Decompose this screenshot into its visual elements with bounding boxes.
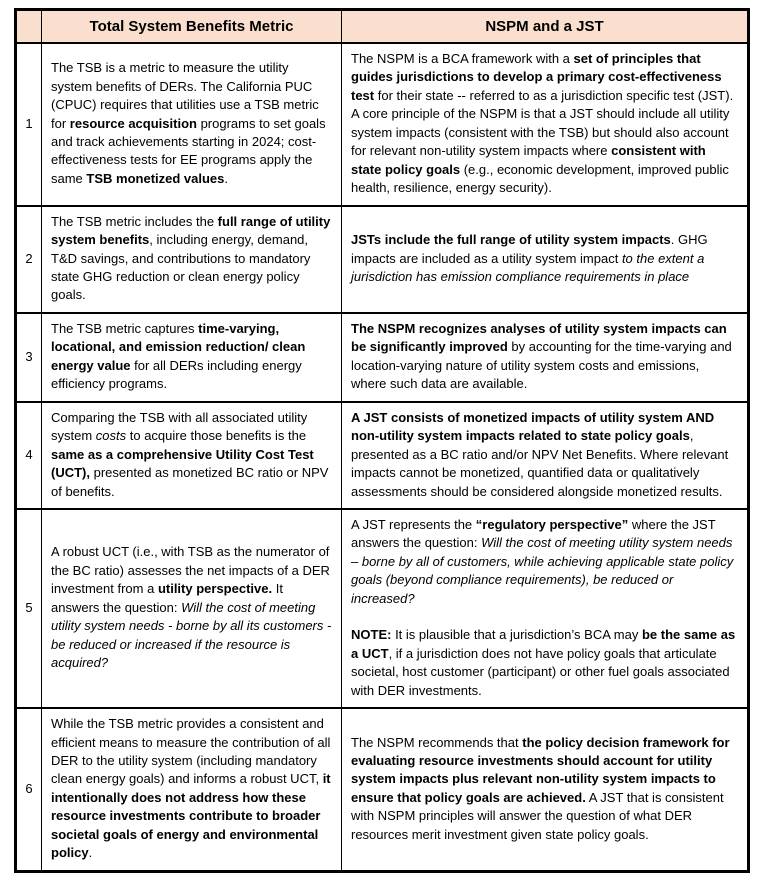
text-run: set of principles that guides jurisdictions to develop a primary cost-effectiveness test <box>351 51 722 103</box>
text-run: for all DERs including energy efficiency programs. <box>51 357 302 392</box>
text-run: It is plausible that a jurisdiction’s BCA may <box>391 627 642 643</box>
row-number: 3 <box>16 313 42 402</box>
text-run: The TSB metric captures <box>51 320 199 336</box>
text-run: the policy decision framework for evaluating resource investments should account for utility system impacts plus relevant non-utility system impacts to ensure that policy goals are achieved. <box>351 734 730 805</box>
text-run: The TSB metric includes the <box>51 213 218 229</box>
text-run: The NSPM recommends that <box>351 734 523 750</box>
text-run: . <box>88 845 93 861</box>
text-run: The TSB is a metric to measure the utility system benefits of DERs. The California PUC (CPUC) requires that utilities use a TSB metric for <box>51 60 319 131</box>
paragraph <box>351 626 738 700</box>
text-run: A JST that is consistent with NSPM principles will answer the question of what DER resources merit investment given state policy goals. <box>351 789 724 842</box>
paragraph <box>351 231 738 286</box>
text-run: TSB monetized values <box>86 170 225 186</box>
text-run: Will the cost of meeting utility system needs – borne by all of customers, while achieving applicable state policy goals (beyond compliance requirements), be reduced or increased? <box>351 535 734 606</box>
row-number: 6 <box>16 708 42 871</box>
tsb-metric-cell <box>42 708 342 871</box>
table-row <box>16 509 749 708</box>
table-row <box>16 43 749 206</box>
nspm-jst-cell <box>342 313 749 402</box>
row-number: 2 <box>16 206 42 313</box>
tsb-metric-cell <box>42 43 342 206</box>
text-run: A JST represents the <box>351 516 476 532</box>
text-run: A JST consists of monetized impacts of utility system AND non-utility system impacts related to state policy goals <box>351 409 715 444</box>
text-run: utility perspective. <box>157 581 273 597</box>
row-number: 4 <box>16 402 42 509</box>
text-run: Comparing the TSB with all associated utility system <box>51 409 308 444</box>
text-run: to the extent a jurisdiction has emission compliance requirements in place <box>351 250 705 284</box>
text-run: for their state -- referred to as a jurisdiction specific test (JST). A core principle of the NSPM is that a JST should include all utility system impacts (consistent with the TSB) but should also account for relevant non-utility system impacts where <box>351 87 734 159</box>
nspm-jst-cell <box>342 402 749 509</box>
text-run: by accounting for the time-varying and location-varying nature of utility system costs and emissions, where such data are available. <box>351 339 732 392</box>
text-run: it intentionally does not address how these resource investments contribute to broader societal goals of energy and environmental policy <box>51 771 331 861</box>
text-run: , if a jurisdiction does not have policy goals that articulate societal, host customer (participant) or other fuel goals associated with DER investments. <box>351 645 730 698</box>
header-number-cell <box>16 10 42 44</box>
paragraph <box>51 409 332 501</box>
text-run: consistent with state policy goals <box>351 143 706 177</box>
paragraph <box>351 50 738 198</box>
header-nspm-jst: NSPM and a JST <box>342 10 749 44</box>
table-row <box>16 206 749 313</box>
text-run: programs to set goals and track achievements starting in 2024; cost-effectiveness tests for EE programs apply the same <box>51 115 326 186</box>
table-row <box>16 313 749 402</box>
text-run: While the TSB metric provides a consistent and efficient means to measure the contribution of all DER to the utility system (including mandatory clean energy goals) and informs a robust UCT, <box>51 716 331 787</box>
row-number: 5 <box>16 509 42 708</box>
text-run: , presented as a BC ratio and/or NPV Net Benefits. Where relevant impacts cannot be monetized, quantified data or qualitatively assessments should be considered alongside monetized results. <box>351 428 729 499</box>
text-run: . <box>224 170 229 186</box>
text-run: to acquire those benefits is the <box>126 428 307 444</box>
header-row <box>16 10 749 44</box>
paragraph <box>51 543 332 672</box>
header-tsb-metric: Total System Benefits Metric <box>42 10 342 44</box>
tsb-metric-cell <box>42 402 342 509</box>
paragraph <box>351 516 738 608</box>
tsb-metric-cell <box>42 509 342 708</box>
tsb-nspm-comparison-table <box>14 8 750 873</box>
text-run: JSTs include the full range of utility system impacts <box>351 232 671 248</box>
nspm-jst-cell <box>342 509 749 708</box>
text-run: same as a comprehensive Utility Cost Test (UCT), <box>51 446 314 481</box>
text-run: Will the cost of meeting utility system needs - borne by all its customers - be reduced or increased if the resource is acquired? <box>51 599 332 671</box>
text-run: time-varying, locational, and emission reduction/ clean energy value <box>51 320 306 373</box>
table-row <box>16 708 749 871</box>
text-run: “regulatory perspective” <box>475 516 629 532</box>
paragraph <box>51 59 332 188</box>
text-run: (e.g., economic development, improved public health, resilience, energy security). <box>351 161 729 196</box>
text-run: , including energy, demand, T&D savings, and contributions to mandatory state GHG reduction or clean energy policy goals. <box>51 232 311 303</box>
text-run: . GHG impacts are included as a utility system impact <box>351 232 708 266</box>
text-run: be the same as a UCT <box>351 627 736 661</box>
text-run: NOTE: <box>351 627 392 643</box>
text-run: presented as monetized BC ratio or NPV of benefits. <box>51 465 329 499</box>
paragraph <box>351 734 738 845</box>
table-body <box>16 43 749 871</box>
nspm-jst-cell <box>342 206 749 313</box>
text-run: costs <box>95 428 127 444</box>
row-number: 1 <box>16 43 42 206</box>
tsb-metric-cell <box>42 313 342 402</box>
paragraph <box>51 213 332 305</box>
tsb-metric-cell <box>42 206 342 313</box>
nspm-jst-cell <box>342 43 749 206</box>
paragraph <box>51 320 332 394</box>
text-run: The NSPM recognizes analyses of utility system impacts can be significantly improved <box>351 320 727 355</box>
paragraph <box>351 320 738 394</box>
text-run: resource acquisition <box>69 115 197 131</box>
paragraph <box>51 715 332 863</box>
text-run: It answers the question: <box>51 581 283 615</box>
text-run: full range of utility system benefits <box>51 213 331 248</box>
table-row <box>16 402 749 509</box>
text-run: where the JST answers the question: <box>351 516 716 551</box>
text-run: A robust UCT (i.e., with TSB as the numerator of the BC ratio) assesses the net impacts of a DER investment from a <box>51 544 330 597</box>
text-run: The NSPM is a BCA framework with a <box>351 51 574 66</box>
nspm-jst-cell <box>342 708 749 871</box>
paragraph <box>351 409 738 501</box>
